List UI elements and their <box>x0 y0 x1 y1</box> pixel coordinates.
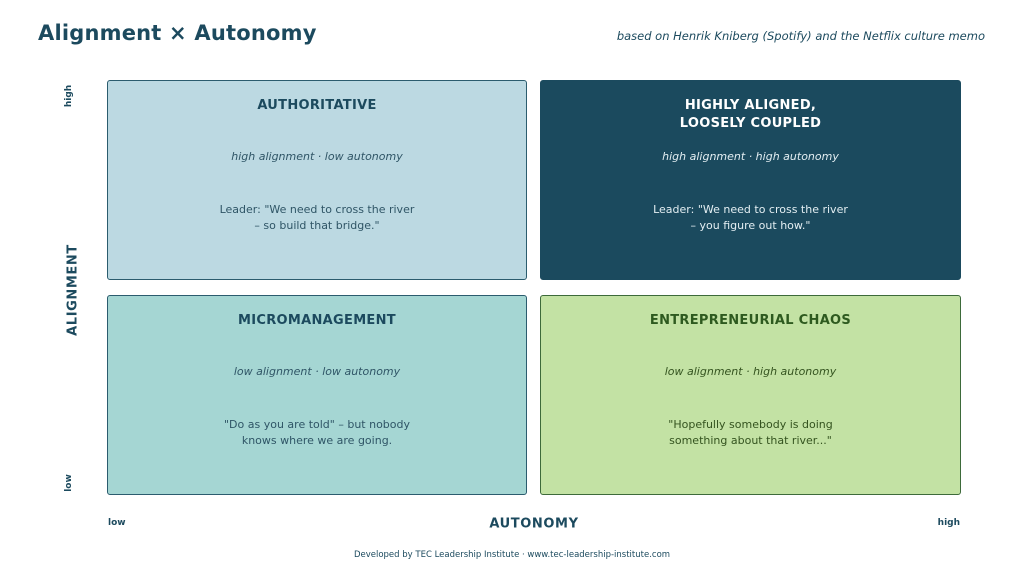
footer-credit: Developed by TEC Leadership Institute · www.tec-leadership-institute.com <box>353 550 671 560</box>
quadrant-tags: low alignment · low autonomy <box>233 365 401 378</box>
page-title: Alignment × Autonomy <box>38 21 317 45</box>
x-axis-high-label: high <box>937 518 960 528</box>
quadrant-heading: HIGHLY ALIGNED, LOOSELY COUPLED <box>679 98 822 131</box>
quadrant-quote: Leader: "We need to cross the river – so build that bridge." <box>219 203 415 232</box>
quadrant-micromanagement <box>107 295 527 495</box>
quadrant-tags: low alignment · high autonomy <box>664 365 837 378</box>
quadrant-quote: "Do as you are told" – but nobody knows where we are going. <box>223 418 411 447</box>
y-axis-high-label: high <box>64 84 74 108</box>
quadrant-heading: MICROMANAGEMENT <box>238 313 396 328</box>
quadrant-authoritative <box>107 80 527 280</box>
quadrant-heading: AUTHORITATIVE <box>257 98 377 113</box>
quadrant-highly-aligned-loosely-coupled <box>540 80 961 280</box>
quadrant-heading: ENTREPRENEURIAL CHAOS <box>649 313 852 328</box>
quadrant-quote: Leader: "We need to cross the river – you figure out how." <box>653 203 848 232</box>
quadrant-quote: "Hopefully somebody is doing something about that river..." <box>668 418 833 447</box>
quadrant-tags: high alignment · high autonomy <box>662 150 839 163</box>
page-subtitle: based on Henrik Kniberg (Spotify) and the Netflix culture memo <box>616 29 985 43</box>
quadrant-tags: high alignment · low autonomy <box>231 150 403 163</box>
quadrant-entrepreneurial-chaos <box>540 295 961 495</box>
y-axis-label: ALIGNMENT <box>65 244 81 336</box>
y-axis-low-label: low <box>64 474 74 492</box>
x-axis-label: AUTONOMY <box>489 516 579 532</box>
x-axis-low-label: low <box>108 518 126 528</box>
